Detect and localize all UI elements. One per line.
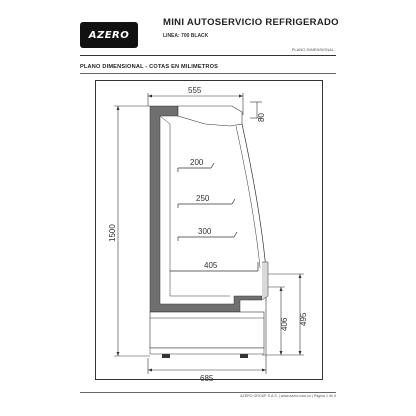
back-panel bbox=[150, 106, 262, 312]
shelf-2-lip bbox=[232, 199, 235, 204]
base-plinth bbox=[150, 312, 264, 348]
label-lower-406: 406 bbox=[280, 317, 289, 331]
label-top-height: 80 bbox=[257, 113, 266, 122]
foot-left bbox=[162, 354, 170, 358]
label-total-height: 1500 bbox=[108, 224, 117, 242]
shelves bbox=[170, 163, 258, 271]
document-subtitle: LINEA: 700 BLACK bbox=[163, 33, 209, 39]
plan-label: PLANO DIMENSIONAL bbox=[291, 47, 334, 52]
document-title: MINI AUTOSERVICIO REFRIGERADO bbox=[163, 17, 339, 28]
label-lower-495: 495 bbox=[299, 312, 308, 326]
base-foot bbox=[150, 348, 264, 354]
label-shelf-1: 200 bbox=[190, 158, 204, 167]
canopy bbox=[178, 106, 242, 126]
label-shelf-2: 250 bbox=[196, 194, 210, 203]
label-base-shelf: 405 bbox=[204, 261, 218, 270]
footer-text: AZERO GROUP S.A.S. | www.azero.com.co | Pagina 1 de 5 bbox=[240, 394, 336, 398]
section-heading: PLANO DIMENSIONAL - COTAS EN MILIMETROS bbox=[80, 64, 219, 70]
label-bottom-width: 685 bbox=[200, 374, 214, 383]
inner-lining bbox=[160, 116, 230, 296]
shelf-3-lip bbox=[234, 232, 237, 237]
shelf-1-lip bbox=[211, 163, 214, 168]
footer-divider bbox=[80, 392, 336, 393]
label-top-width: 555 bbox=[188, 86, 202, 95]
logo-text: AZERO bbox=[88, 29, 130, 41]
front-unit bbox=[262, 262, 268, 300]
foot-right bbox=[240, 354, 248, 358]
label-shelf-3: 300 bbox=[198, 227, 212, 236]
